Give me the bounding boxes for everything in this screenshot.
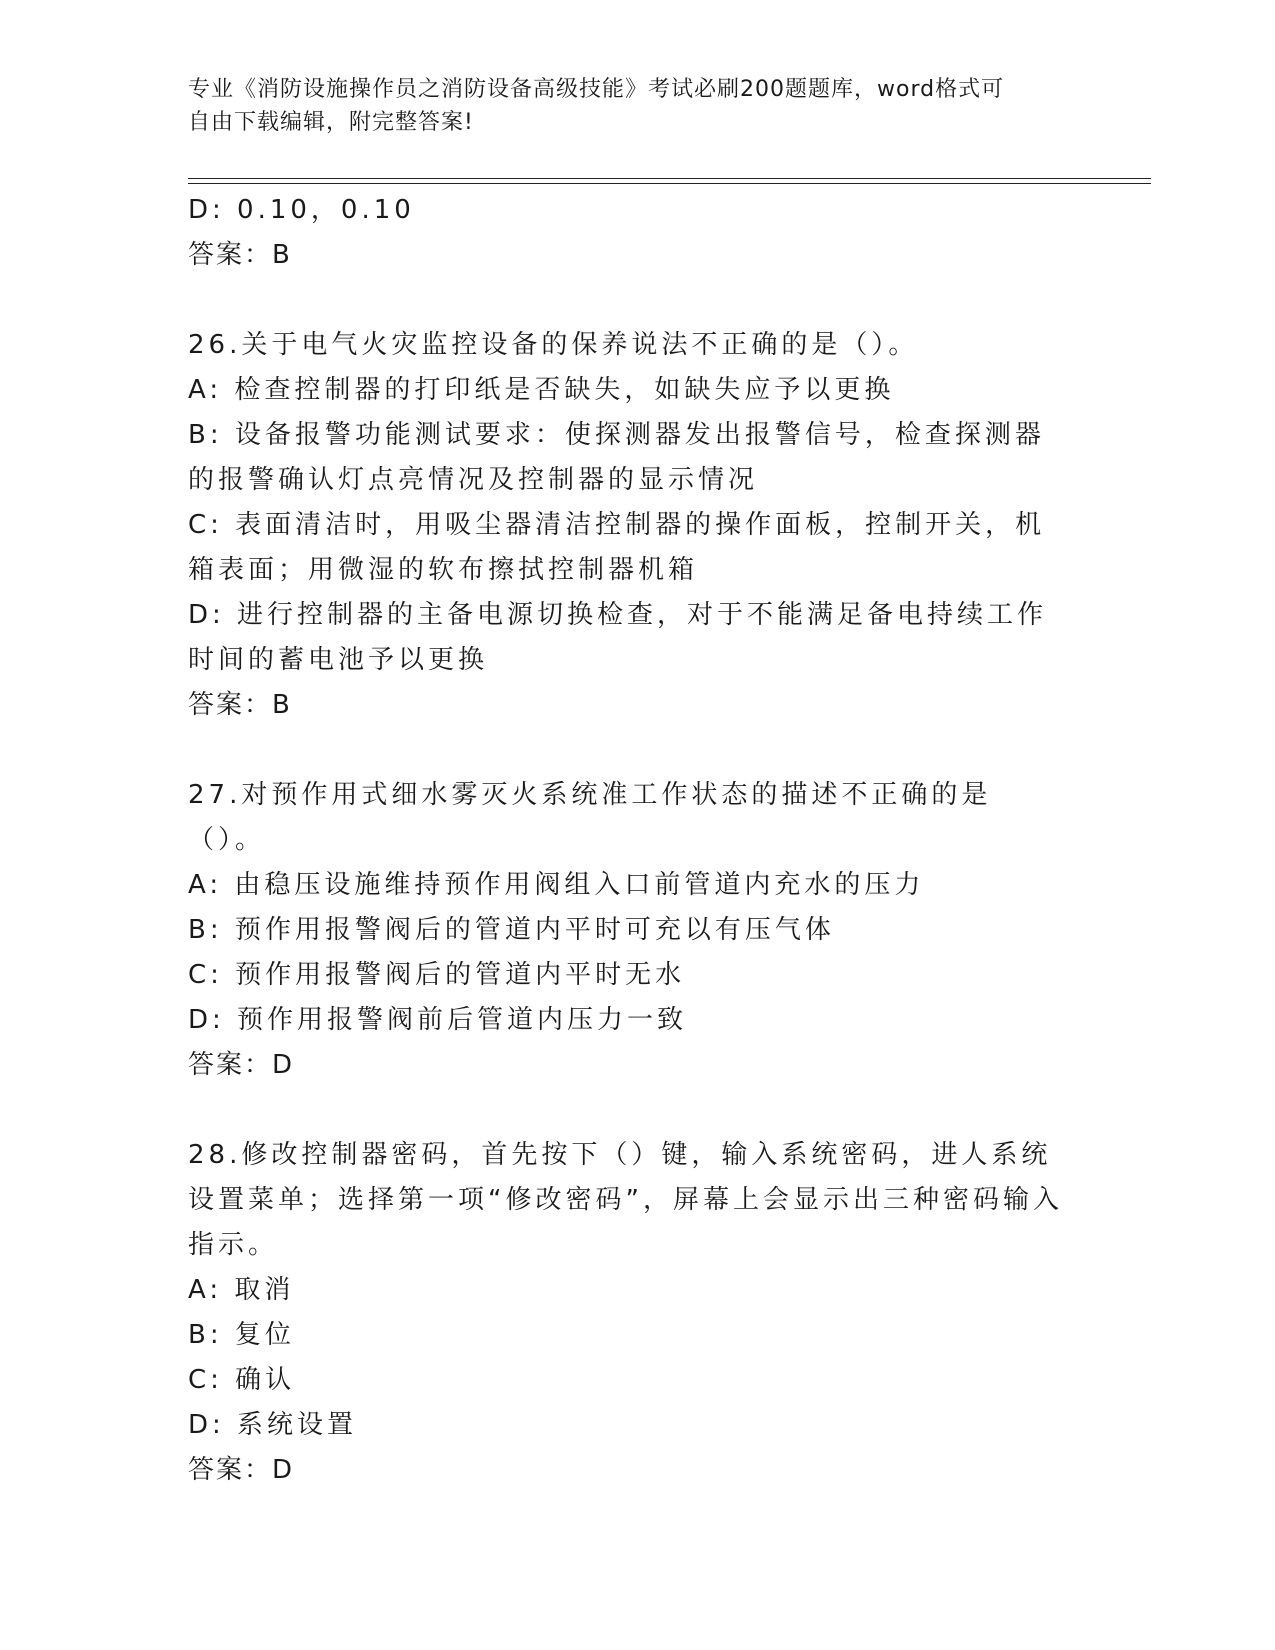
question-stem: 27.对预作用式细水雾灭火系统准工作状态的描述不正确的是（）。 xyxy=(188,780,992,855)
spacer xyxy=(188,728,1068,773)
question-stem: 28.修改控制器密码，首先按下（）键，输入系统密码，进人系统设置菜单；选择第一项“修改密码”，屏幕上会显示出三种密码输入指示。 xyxy=(188,1140,1063,1260)
spacer xyxy=(188,278,1068,323)
option-d: D: 进行控制器的主备电源切换检查，对于不能满足备电持续工作时间的蓄电池予以更换 xyxy=(188,600,1048,675)
carryover-option-d: D: 0.10，0.10 xyxy=(188,195,415,225)
option-c: C: 确认 xyxy=(188,1365,296,1395)
option-d: D: 预作用报警阀前后管道内压力一致 xyxy=(188,1005,688,1035)
option-b: B: 设备报警功能测试要求：使探测器发出报警信号，检查探测器的报警确认灯点亮情况及控制器的显示情况 xyxy=(188,420,1045,495)
option-d: D: 系统设置 xyxy=(188,1410,358,1440)
header-line-1: 专业《消防设施操作员之消防设备高级技能》考试必刷200题题库，word格式可 xyxy=(188,77,1005,102)
option-a: A: 检查控制器的打印纸是否缺失，如缺失应予以更换 xyxy=(188,375,895,405)
header-divider-top xyxy=(188,178,1151,179)
question-26 xyxy=(188,323,1068,728)
answer: 答案：D xyxy=(188,1455,295,1485)
header-divider-bottom xyxy=(188,183,1151,184)
option-a: A: 由稳压设施维持预作用阀组入口前管道内充水的压力 xyxy=(188,870,925,900)
option-c: C: 表面清洁时，用吸尘器清洁控制器的操作面板，控制开关，机箱表面；用微湿的软布擦拭控制器机箱 xyxy=(188,510,1046,585)
answer: 答案：B xyxy=(188,690,292,720)
option-b: B: 复位 xyxy=(188,1320,295,1350)
option-b: B: 预作用报警阀后的管道内平时可充以有压气体 xyxy=(188,915,835,945)
document-header xyxy=(188,73,1068,139)
question-27 xyxy=(188,773,1068,1088)
question-stem: 26.关于电气火灾监控设备的保养说法不正确的是（）。 xyxy=(188,330,919,360)
question-content xyxy=(188,188,1068,1493)
option-c: C: 预作用报警阀后的管道内平时无水 xyxy=(188,960,686,990)
header-line-2: 自由下载编辑，附完整答案! xyxy=(188,110,474,135)
carryover-answer: 答案：B xyxy=(188,240,292,270)
option-a: A: 取消 xyxy=(188,1275,295,1305)
spacer xyxy=(188,1088,1068,1133)
question-28 xyxy=(188,1133,1068,1493)
answer: 答案：D xyxy=(188,1050,295,1080)
